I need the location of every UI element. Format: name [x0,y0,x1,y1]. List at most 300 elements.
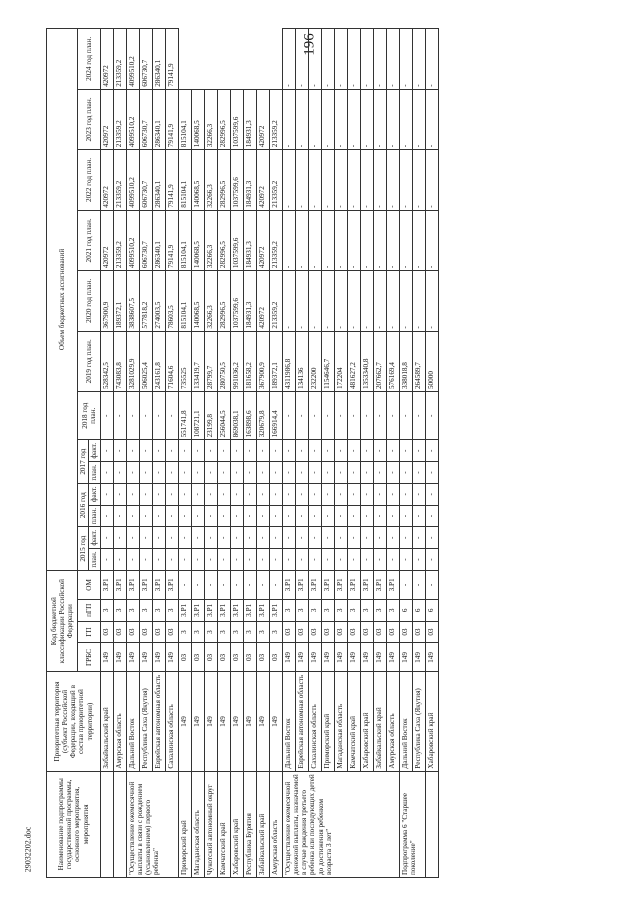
value-2021-cell: - [373,210,386,270]
territory-cell: Забайкальский край [256,771,269,877]
pgp-code-cell: 3 [100,599,113,621]
header-year-2018: 2018 год план. [78,392,101,440]
early-year-cell: - [204,527,217,549]
table-row [399,29,412,878]
grbs-code-cell: 149 [139,643,152,672]
early-year-cell: - [360,505,373,527]
pgp-code-cell: 3 [282,599,295,621]
territory-cell: Амурская область [269,771,282,877]
value-2021-cell: 1037599,6 [230,271,243,331]
value-2018-cell: - [399,392,412,440]
early-year-cell: - [386,440,399,462]
value-2021-cell: - [425,210,438,270]
grbs-code-cell: 149 [165,643,178,672]
value-2024-cell: - [360,29,373,90]
value-2024-cell: 286340,1 [152,29,165,90]
gp-code-cell: 03 [165,621,178,643]
value-2021-cell: 286340,1 [152,210,165,270]
table-row [230,29,243,878]
value-2020-cell: 133419,7 [191,331,204,391]
om-code-cell: 3.Р1 [178,599,191,621]
territory-cell: Хабаровский край [360,672,373,771]
early-year-cell: - [308,549,321,571]
territory-cell: Магаданская область [334,672,347,771]
early-year-cell: - [243,462,256,484]
value-2018-cell: - [269,440,282,462]
value-2020-cell: - [282,271,295,331]
value-2018-cell: - [191,440,204,462]
value-2021-cell: - [412,210,425,270]
value-2021-cell: 4099510,2 [126,210,139,270]
om-code-cell: 3.Р1 [360,570,373,599]
value-2019-cell: 869038,1 [230,392,243,440]
pgp-code-cell: 6 [399,599,412,621]
gp-code-cell: 03 [360,621,373,643]
value-2024-cell: - [282,29,295,90]
program-name-cell [113,771,126,877]
pgp-code-cell: 6 [412,599,425,621]
gp-code-cell: 03 [217,643,230,672]
early-year-cell: - [139,505,152,527]
early-year-cell: - [347,527,360,549]
early-year-cell: - [412,549,425,571]
table-row [334,29,347,878]
early-year-cell: - [178,483,191,505]
om-code-cell: 3.Р1 [139,570,152,599]
value-2022-cell: 420972 [256,210,269,270]
table-row [139,29,152,878]
early-year-cell: - [386,527,399,549]
value-2024-cell: 184931,3 [243,89,256,149]
early-year-cell: - [399,462,412,484]
early-year-cell: - [165,505,178,527]
pgp-code-cell: 3 [360,599,373,621]
early-year-cell: - [204,505,217,527]
value-2024-cell: - [412,29,425,90]
value-2021-cell: 140068,5 [191,271,204,331]
table-row [165,29,178,878]
header-pgp: пГП [78,599,101,621]
value-2018-cell: - [256,440,269,462]
value-2020-cell: 367900,9 [256,331,269,391]
territory-cell: Еврейская автономная область [295,672,308,771]
value-2023-cell: - [295,89,308,149]
value-2018-cell: - [412,392,425,440]
value-2019-cell: 528342,5 [100,331,113,391]
table-row [217,29,230,878]
early-year-cell: - [386,483,399,505]
pgp-code-cell: 3 [347,599,360,621]
gp-code-cell: 03 [178,643,191,672]
early-year-cell: - [386,462,399,484]
value-2019-cell: 576169,4 [386,331,399,391]
table-row [269,29,282,878]
value-2018-cell: - [373,392,386,440]
territory-cell: Республика Бурятия [243,771,256,877]
value-2020-cell: - [399,271,412,331]
om-code-cell: 3.Р1 [217,599,230,621]
early-year-cell: - [399,440,412,462]
early-year-cell: - [126,505,139,527]
value-2021-cell: 213359,2 [269,271,282,331]
value-2019-cell: 320679,8 [256,392,269,440]
value-2020-cell: 577818,2 [139,271,152,331]
early-year-cell: - [204,483,217,505]
pgp-code-cell: 3 [165,599,178,621]
gp-code-cell: 03 [347,621,360,643]
value-2019-cell: 166914,4 [269,392,282,440]
value-2021-cell: 606730,7 [139,210,152,270]
value-2024-cell: - [399,29,412,90]
value-2023-cell: 286340,1 [152,89,165,149]
early-year-cell: - [152,549,165,571]
value-2019-cell: 163898,6 [243,392,256,440]
value-2023-cell: - [282,89,295,149]
early-year-cell: - [191,483,204,505]
value-2023-cell: - [334,89,347,149]
program-name-cell: Подпрограмма 6 "Старшее поколение" [399,771,425,877]
early-year-cell: - [412,483,425,505]
pgp-code-cell: 3 [373,599,386,621]
header-year-2017: 2017 год [78,440,89,484]
om-code-cell: 3.Р1 [373,570,386,599]
early-year-cell: - [126,483,139,505]
territory-cell: Хабаровский край [425,672,438,771]
early-year-cell: - [373,549,386,571]
table-row [152,29,165,878]
header-name: Наименование подпрограммы государственной программы, основного мероприятия, мероприятия [47,771,101,877]
pgp-code-cell: 3 [334,599,347,621]
value-2021-cell: 282996,5 [217,271,230,331]
value-2018-cell: - [425,392,438,440]
value-2024-cell: - [321,29,334,90]
value-2024-cell: - [373,29,386,90]
table-row [321,29,334,878]
early-year-cell: - [282,549,295,571]
value-2018-cell: - [282,392,295,440]
value-2020-cell: 181658,2 [243,331,256,391]
value-2024-cell: - [425,29,438,90]
early-year-cell: - [321,483,334,505]
gp-code-cell: 03 [425,621,438,643]
early-year-cell: - [295,505,308,527]
value-2021-cell: - [360,210,373,270]
early-year-cell: - [243,483,256,505]
value-2022-cell: - [347,150,360,210]
pgp-code-cell: 3 [295,599,308,621]
early-year-cell: - [269,483,282,505]
gp-code-cell: 03 [399,621,412,643]
early-year-cell: - [217,527,230,549]
early-year-cell: - [178,527,191,549]
early-year-cell: - [295,483,308,505]
value-2022-cell: 32266,3 [204,210,217,270]
value-2019-cell: 743083,8 [113,331,126,391]
gp-code-cell: 03 [412,621,425,643]
value-2020-cell: - [373,271,386,331]
grbs-code-cell: 149 [373,643,386,672]
pgp-code-cell: 3 [217,621,230,643]
value-2024-cell: 32266,3 [204,89,217,149]
early-year-cell: - [321,440,334,462]
table-row [243,29,256,878]
gp-code-cell: 03 [100,621,113,643]
value-2024-cell: 420972 [100,29,113,90]
value-2022-cell: 4099510,2 [126,150,139,210]
table-row [126,29,139,878]
early-year-cell: - [113,549,126,571]
grbs-code-cell: 149 [243,672,256,771]
value-2022-cell: - [425,150,438,210]
value-2022-cell: - [360,150,373,210]
program-name-cell: "Осуществление ежемесячной денежной выплаты, назначаемой в случае рождения третьего ребенка или последующих детей до достижения ребенком возраста 3 лет" [282,771,399,877]
value-2023-cell: - [347,89,360,149]
value-2018-cell: - [295,392,308,440]
early-year-cell: - [269,527,282,549]
value-2022-cell: 184931,3 [243,210,256,270]
value-2021-cell: - [295,210,308,270]
header-volume: Объем бюджетных ассигнований [47,29,78,571]
value-2022-cell: 420972 [100,150,113,210]
value-2020-cell: 28799,7 [204,331,217,391]
value-2018-cell: - [386,392,399,440]
om-code-cell: - [399,570,412,599]
early-year-cell: - [334,440,347,462]
value-2022-cell: 282996,5 [217,210,230,270]
early-year-cell: - [425,462,438,484]
gp-code-cell: 03 [269,643,282,672]
early-year-cell: - [269,570,282,599]
table-row [412,29,425,878]
territory-cell: Камчатский край [347,672,360,771]
early-year-cell: - [256,570,269,599]
early-year-cell: - [295,549,308,571]
territory-cell: Сахалинская область [308,672,321,771]
early-year-cell: - [100,440,113,462]
header-plan-2017: план. [89,462,100,484]
value-2024-cell: 213359,2 [113,29,126,90]
value-2019-cell: 338018,8 [399,331,412,391]
value-2021-cell: - [334,210,347,270]
value-2020-cell: 78603,5 [165,271,178,331]
gp-code-cell: 03 [204,643,217,672]
early-year-cell: - [243,527,256,549]
grbs-code-cell: 149 [126,643,139,672]
value-2024-cell: - [347,29,360,90]
table-row [204,29,217,878]
header-fact-2016: факт. [89,483,100,505]
value-2018-cell: - [243,440,256,462]
pgp-code-cell: 3 [152,599,165,621]
value-2022-cell: 286340,1 [152,150,165,210]
value-2020-cell: - [308,271,321,331]
value-2022-cell: - [373,150,386,210]
value-2020-cell: 3838607,5 [126,271,139,331]
page-number: 196 [301,33,318,56]
value-2022-cell: 79141,9 [165,150,178,210]
value-2019-cell: 172204 [334,331,347,391]
value-2023-cell: 815104,1 [178,150,191,210]
header-year-2021: 2021 год план. [78,210,101,270]
value-2023-cell: 79141,9 [165,89,178,149]
early-year-cell: - [204,462,217,484]
early-year-cell: - [191,505,204,527]
value-2020-cell: - [295,271,308,331]
value-2023-cell: - [321,89,334,149]
early-year-cell: - [152,527,165,549]
om-code-cell: - [412,570,425,599]
early-year-cell: - [295,440,308,462]
early-year-cell: - [334,549,347,571]
early-year-cell: - [139,440,152,462]
om-code-cell: 3.Р1 [256,599,269,621]
pgp-code-cell: 3 [269,621,282,643]
value-2022-cell: 213359,2 [113,150,126,210]
early-year-cell: - [360,440,373,462]
gp-code-cell: 03 [139,621,152,643]
pgp-code-cell: 6 [425,599,438,621]
om-code-cell: 3.Р1 [308,570,321,599]
grbs-code-cell: 149 [425,643,438,672]
value-2018-cell: - [217,440,230,462]
value-2018-cell: - [321,392,334,440]
value-2024-cell: 79141,9 [165,29,178,90]
value-2023-cell: - [399,89,412,149]
early-year-cell: - [360,549,373,571]
early-year-cell: - [113,462,126,484]
table-row [178,29,191,878]
value-2020-cell: 189372,1 [269,331,282,391]
early-year-cell: - [243,505,256,527]
value-2020-cell: 367900,9 [100,271,113,331]
om-code-cell: 3.Р1 [386,570,399,599]
om-code-cell: 3.Р1 [191,599,204,621]
value-2019-cell: 481627,2 [347,331,360,391]
value-2023-cell: 213359,2 [269,150,282,210]
gp-code-cell: 03 [230,643,243,672]
early-year-cell: - [204,549,217,571]
early-year-cell: - [386,505,399,527]
header-year-2015: 2015 год [78,527,89,571]
grbs-code-cell: 149 [412,643,425,672]
early-year-cell: - [230,527,243,549]
value-2021-cell: - [308,210,321,270]
early-year-cell: - [113,527,126,549]
value-2024-cell: 282996,5 [217,89,230,149]
grbs-code-cell: 149 [295,643,308,672]
early-year-cell: - [412,462,425,484]
early-year-cell: - [412,440,425,462]
early-year-cell: - [139,462,152,484]
territory-cell: Еврейская автономная область [152,672,165,771]
early-year-cell: - [178,462,191,484]
value-2023-cell: 213359,2 [113,89,126,149]
early-year-cell: - [256,549,269,571]
value-2019-cell: 264589,7 [412,331,425,391]
grbs-code-cell: 149 [334,643,347,672]
header-plan-2015: план. [89,549,100,571]
early-year-cell: - [191,462,204,484]
early-year-cell: - [230,570,243,599]
early-year-cell: - [126,549,139,571]
early-year-cell: - [347,549,360,571]
early-year-cell: - [321,527,334,549]
early-year-cell: - [425,505,438,527]
om-code-cell: 3.Р1 [243,599,256,621]
territory-cell: Амурская область [113,672,126,771]
value-2021-cell: - [386,210,399,270]
early-year-cell: - [165,440,178,462]
om-code-cell: 3.Р1 [282,570,295,599]
value-2020-cell: - [360,271,373,331]
value-2020-cell: - [347,271,360,331]
grbs-code-cell: 149 [399,643,412,672]
value-2024-cell: 140068,5 [191,89,204,149]
early-year-cell: - [100,527,113,549]
table-header [47,29,101,878]
value-2018-cell: - [165,392,178,440]
value-2022-cell: - [399,150,412,210]
early-year-cell: - [347,462,360,484]
grbs-code-cell: 149 [256,672,269,771]
value-2019-cell: 1353340,8 [360,331,373,391]
value-2018-cell: - [347,392,360,440]
grbs-code-cell: 149 [230,672,243,771]
value-2024-cell: 213359,2 [269,89,282,149]
om-code-cell: 3.Р1 [126,570,139,599]
gp-code-cell: 03 [282,621,295,643]
early-year-cell: - [360,527,373,549]
value-2018-cell: - [230,440,243,462]
value-2022-cell: - [295,150,308,210]
value-2018-cell: - [100,392,113,440]
value-2020-cell: 735525 [178,331,191,391]
early-year-cell: - [230,505,243,527]
value-2019-cell: 71604,6 [165,331,178,391]
early-year-cell: - [139,483,152,505]
grbs-code-cell: 149 [308,643,321,672]
header-grbs: ГРБС [78,643,101,672]
table-row [282,29,295,878]
gp-code-cell: 03 [321,621,334,643]
table-row [373,29,386,878]
value-2019-cell: 1154646,7 [321,331,334,391]
early-year-cell: - [373,462,386,484]
value-2023-cell: - [412,89,425,149]
value-2021-cell: 420972 [100,210,113,270]
grbs-code-cell: 149 [100,643,113,672]
value-2019-cell: 243161,8 [152,331,165,391]
gp-code-cell: 03 [126,621,139,643]
early-year-cell: - [334,527,347,549]
value-2021-cell: 815104,1 [178,271,191,331]
early-year-cell: - [282,483,295,505]
early-year-cell: - [139,549,152,571]
early-year-cell: - [191,570,204,599]
om-code-cell: 3.Р1 [165,570,178,599]
table-row [191,29,204,878]
early-year-cell: - [113,505,126,527]
early-year-cell: - [126,462,139,484]
early-year-cell: - [152,505,165,527]
gp-code-cell: 03 [386,621,399,643]
value-2022-cell: 606730,7 [139,150,152,210]
value-2021-cell: 184931,3 [243,271,256,331]
early-year-cell: - [269,462,282,484]
early-year-cell: - [152,462,165,484]
early-year-cell: - [152,440,165,462]
early-year-cell: - [126,527,139,549]
